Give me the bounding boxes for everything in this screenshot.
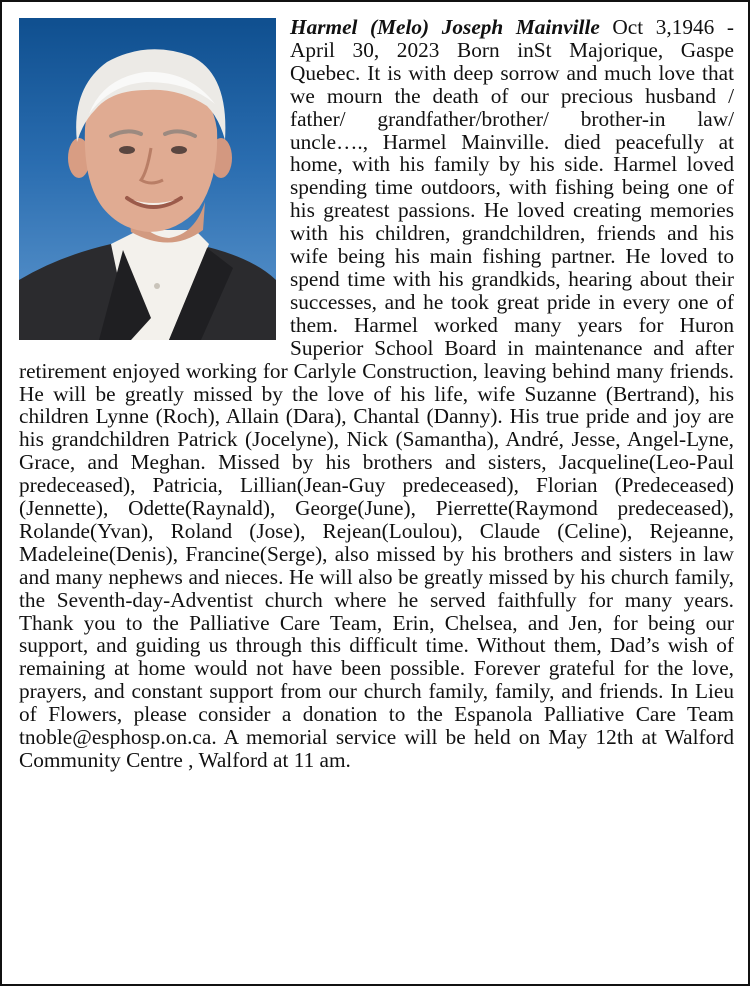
portrait-photo bbox=[19, 18, 276, 340]
obituary-body: Oct 3,1946 - April 30, 2023 Born inSt Majorique, Gaspe Quebec. It is with deep sorrow and much love that we mourn the death of our precious husband / father/ grandfather/brother/ brother-in law/ uncle…., Harmel Mainville. died peacefully at home, with his family by his side. Harmel loved spending time outdoors, with fishing being one of his greatest passions. He loved creating memories with his children, grandchildren, friends and his wife being his main fishing partner. He loved to spend time with his grandkids, hearing about their successes, and he took great pride in every one of them. Harmel worked many years for Huron Superior School Board in maintenance and after retirement enjoyed working for Carlyle Construction, leaving behind many friends. He will be greatly missed by the love of his life, wife Suzanne (Bertrand), his children Lynne (Roch), Allain (Dara), Chantal (Danny). His true pride and joy are his grandchildren Patrick (Jocelyne), Nick (Samantha), André, Jesse, Angel-Lyne, Grace, and Meghan. Missed by his brothers and sisters, Jacqueline(Leo-Paul predeceased), Patricia, Lillian(Jean-Guy predeceased), Florian (Predeceased) (Jennette), Odette(Raynald), George(June), Pierrette(Raymond predeceased), Rolande(Yvan), Roland (Jose), Rejean(Loulou), Claude (Celine), Rejeanne, Madeleine(Denis), Francine(Serge), also missed by his brothers and sisters in law and many nephews and nieces. He will also be greatly missed by his church family, the Seventh-day-Adventist church where he served faithfully for many years. Thank you to the Palliative Care Team, Erin, Chelsea, and Jen, for being our support, and guiding us through this difficult time. Without them, Dad’s wish of remaining at home would not have been possible. Forever grateful for the love, prayers, and constant support from our church family, family, and friends. In Lieu of Flowers, please consider a donation to the Espanola Palliative Care Team tnoble@esphosp.on.ca. A memorial service will be held on May 12th at Walford Community Centre , Walford at 11 am. bbox=[19, 15, 734, 772]
deceased-name: Harmel (Melo) Joseph Mainville bbox=[290, 15, 600, 39]
